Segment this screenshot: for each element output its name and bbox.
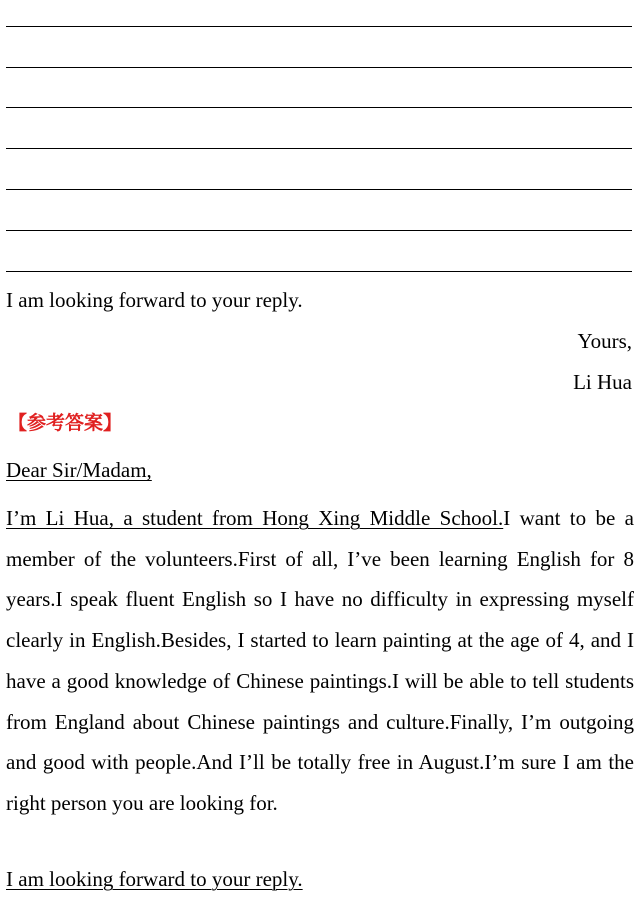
closing-line: I am looking forward to your reply. (6, 288, 303, 312)
answer-closing-text: I am looking forward to your reply. (6, 867, 303, 891)
writing-line (6, 271, 632, 272)
signature: Li Hua (573, 370, 632, 394)
answer-closing-line (6, 866, 303, 892)
reference-answer-heading: 【参考答案】 (8, 412, 123, 434)
writing-line (6, 107, 632, 108)
intro-sentence: I’m Li Hua, a student from Hong Xing Middle School. (6, 506, 504, 530)
writing-line (6, 189, 632, 190)
writing-line (6, 67, 632, 68)
sign-off: Yours, (577, 329, 632, 353)
writing-line (6, 230, 632, 231)
answer-body: I want to be a member of the volunteers.First of all, I’ve been learning English for 8 years.I speak fluent English so I have no difficulty in expressing myself clearly in English.Besides, I started to learn painting at the age of 4, and I have a good knowledge of Chinese paintings.I will be able to tell students from England about Chinese paintings and culture.Finally, I’m outgoing and good with people.And I’ll be totally free in August.I’m sure I am the right person you are looking for. (6, 506, 634, 815)
writing-line (6, 148, 632, 149)
answer-paragraph (6, 498, 634, 824)
salutation (6, 457, 152, 483)
salutation-text: Dear Sir/Madam, (6, 458, 152, 482)
writing-line (6, 26, 632, 27)
